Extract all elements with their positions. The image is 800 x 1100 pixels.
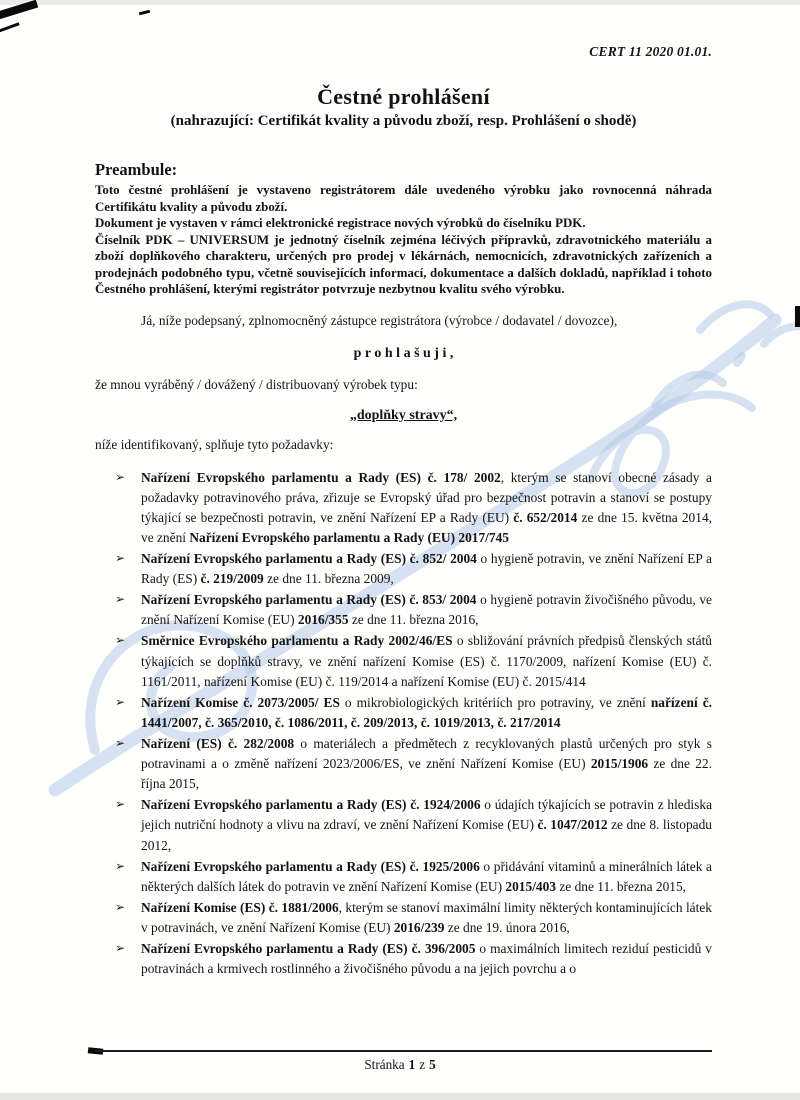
- requirement-item: [115, 549, 712, 589]
- arrow-bullet-icon: ➢: [115, 941, 126, 956]
- page-label: Stránka: [364, 1057, 405, 1072]
- preamble-paragraph: Číselník PDK – UNIVERSUM je jednotný číselník zejména léčivých přípravků, zdravotnického materiálu a zboží doplňkového charakteru, určených pro prodej v lékárnách, nemocnicích, zdravotnických zařízeních a prodejnách podobného typu, včetně souvisejících informací, dokumentace a dalších dokladů, například i tohoto Čestného prohlášení, kterými registrátor potvrzuje nezbytnou kvalitu svého výrobku.: [95, 232, 712, 297]
- requirement-text: č. 219/2009: [200, 571, 264, 587]
- requirement-item: [115, 468, 712, 548]
- document-title: Čestné prohlášení: [317, 84, 490, 109]
- requirement-text: o údajích týkajících se potravin z hlediska jejich nutriční hodnoty a vlivu na zdraví, ve znění Nařízení Komise (EU): [141, 797, 713, 833]
- requirement-text: ze dne 22. října 2015,: [141, 756, 712, 792]
- requirement-item: [115, 631, 712, 691]
- page-of: z: [419, 1057, 426, 1072]
- requirement-text: Nařízení Evropského parlamentu a Rady (ES) č. 178/ 2002: [141, 469, 501, 485]
- requirement-text: , kterým se stanoví obecné zásady a požadavky potravinového práva, zřizuje se Evropský úřad pro bezpečnost potravin a stanoví se postupy týkající se bezpečnosti potravin, ve znění Nařízení EP a Rady (EU): [141, 469, 712, 525]
- requirement-text: č. 652/2014: [513, 509, 578, 525]
- product-intro: že mnou vyráběný / dovážený / distribuovaný výrobek typu:: [95, 376, 418, 392]
- requirement-text: o maximálních limitech reziduí pesticidů v potravinách a krmivech rostlinného a živočišného původu a na jejich povrchu a o: [141, 941, 712, 977]
- requirement-item: [115, 939, 712, 979]
- arrow-bullet-icon: ➢: [115, 694, 126, 709]
- page-total: 5: [429, 1057, 436, 1072]
- requirement-item: [115, 857, 712, 897]
- requirement-text: o sbližování právních předpisů členských států týkajících se doplňků stravy, ve znění nařízení Komise (ES) č. 1170/2009, nařízení Komise (EU) č. 1161/2011, nařízení Komise (EU) č. 119/2014 a nařízení Komise (EU) č. 2015/414: [141, 633, 712, 689]
- scan-artifact: [0, 22, 20, 34]
- preamble-paragraph: Toto čestné prohlášení je vystaveno registrátorem dále uvedeného výrobku jako rovnocenná náhrada Certifikátu kvality a původu zboží.: [95, 183, 712, 214]
- requirement-text: Nařízení Komise (ES) č. 1881/2006: [141, 899, 339, 915]
- requirement-text: ze dne 11. března 2015,: [556, 878, 687, 894]
- footer-rule: [95, 1050, 712, 1052]
- requirement-text: č. 1047/2012: [537, 817, 608, 833]
- preamble-paragraph: Dokument je vystaven v rámci elektronické registrace nových výrobků do číselníku PDK.: [95, 216, 586, 231]
- scan-edge-bottom: [0, 1093, 800, 1100]
- requirements-intro: níže identifikovaný, splňuje tyto požadavky:: [95, 436, 334, 452]
- doc-code: CERT 11 2020 01.01.: [589, 44, 712, 59]
- requirement-text: o mikrobiologických kritériích pro potraviny, ve znění: [339, 694, 651, 710]
- declaration-verb: p r o h l a š u j i ,: [353, 345, 454, 361]
- requirement-text: 2016/239: [393, 920, 445, 936]
- requirement-text: ze dne 11. března 2016,: [348, 612, 479, 628]
- preamble-heading: Preambule:: [95, 160, 178, 179]
- requirement-text: Nařízení Evropského parlamentu a Rady (ES) č. 396/2005: [141, 941, 476, 957]
- scan-edge-top: [0, 0, 800, 5]
- requirement-text: ze dne 19. února 2016,: [444, 920, 570, 936]
- arrow-bullet-icon: ➢: [115, 551, 126, 566]
- requirement-text: Nařízení Komise č. 2073/2005/ ES: [141, 694, 340, 710]
- requirement-text: o hygieně potravin, ve znění Nařízení EP a Rady (ES): [141, 551, 712, 587]
- document-subtitle: (nahrazující: Certifikát kvality a původu zboží, resp. Prohlášení o shodě): [170, 113, 637, 129]
- requirement-text: ze dne 8. listopadu 2012,: [141, 817, 712, 853]
- requirement-text: nařízení č. 1441/2007, č. 365/2010, č. 1086/2011, č. 209/2013, č. 1019/2013, č. 217/2014: [141, 694, 712, 730]
- page-current: 1: [408, 1057, 416, 1072]
- arrow-bullet-icon: ➢: [115, 899, 126, 914]
- declaration-intro: Já, níže podepsaný, zplnomocněný zástupce registrátora (výrobce / dodavatel / dovozce),: [141, 312, 618, 328]
- arrow-bullet-icon: ➢: [115, 469, 126, 484]
- requirement-text: o materiálech a předmětech z recyklovaných plastů určených pro styk s potravinami a o změně nařízení 2023/2006/ES, ve znění Nařízení Komise (EU): [141, 736, 712, 772]
- requirement-text: 2015/403: [505, 878, 556, 894]
- requirement-text: ze dne 15. května 2014, ve znění: [141, 509, 712, 545]
- requirement-item: [115, 795, 712, 855]
- requirement-text: Nařízení Evropského parlamentu a Rady (EU) 2017/745: [189, 529, 509, 545]
- scan-artifact: [795, 306, 800, 327]
- requirement-text: 2015/1906: [590, 756, 649, 772]
- arrow-bullet-icon: ➢: [115, 633, 126, 648]
- requirement-text: o hygieně potravin živočišného původu, ve znění Nařízení Komise (EU): [141, 592, 712, 628]
- requirement-text: Směrnice Evropského parlamentu a Rady 2002/46/ES: [141, 633, 453, 649]
- arrow-bullet-icon: ➢: [115, 797, 126, 812]
- requirements-list: [95, 468, 712, 980]
- requirement-text: Nařízení Evropského parlamentu a Rady (ES) č. 853/ 2004: [141, 592, 477, 608]
- requirement-text: , kterým se stanoví maximální limity některých kontaminujících látek v potravinách, ve znění Nařízení Komise (EU): [141, 899, 712, 936]
- requirement-text: Nařízení (ES) č. 282/2008: [141, 736, 295, 752]
- requirement-text: ze dne 11. března 2009,: [263, 571, 394, 587]
- requirement-text: 2016/355: [297, 612, 349, 628]
- requirement-item: [115, 693, 712, 733]
- requirement-text: Nařízení Evropského parlamentu a Rady (ES) č. 852/ 2004: [141, 551, 477, 567]
- requirement-item: [115, 898, 712, 938]
- scan-artifact: [139, 10, 150, 16]
- page-number: [0, 1057, 800, 1073]
- requirement-item: [115, 734, 712, 794]
- arrow-bullet-icon: ➢: [115, 736, 126, 751]
- arrow-bullet-icon: ➢: [115, 592, 126, 607]
- requirement-text: o přidávání vitaminů a minerálních látek a některých dalších látek do potravin ve znění Nařízení Komise (EU): [141, 858, 712, 894]
- product-type: „doplňky stravy“,: [349, 407, 458, 423]
- arrow-bullet-icon: ➢: [115, 858, 126, 873]
- requirement-text: Nařízení Evropského parlamentu a Rady (ES) č. 1924/2006: [141, 797, 481, 813]
- requirement-item: [115, 590, 712, 630]
- requirement-text: Nařízení Evropského parlamentu a Rady (ES) č. 1925/2006: [141, 858, 480, 874]
